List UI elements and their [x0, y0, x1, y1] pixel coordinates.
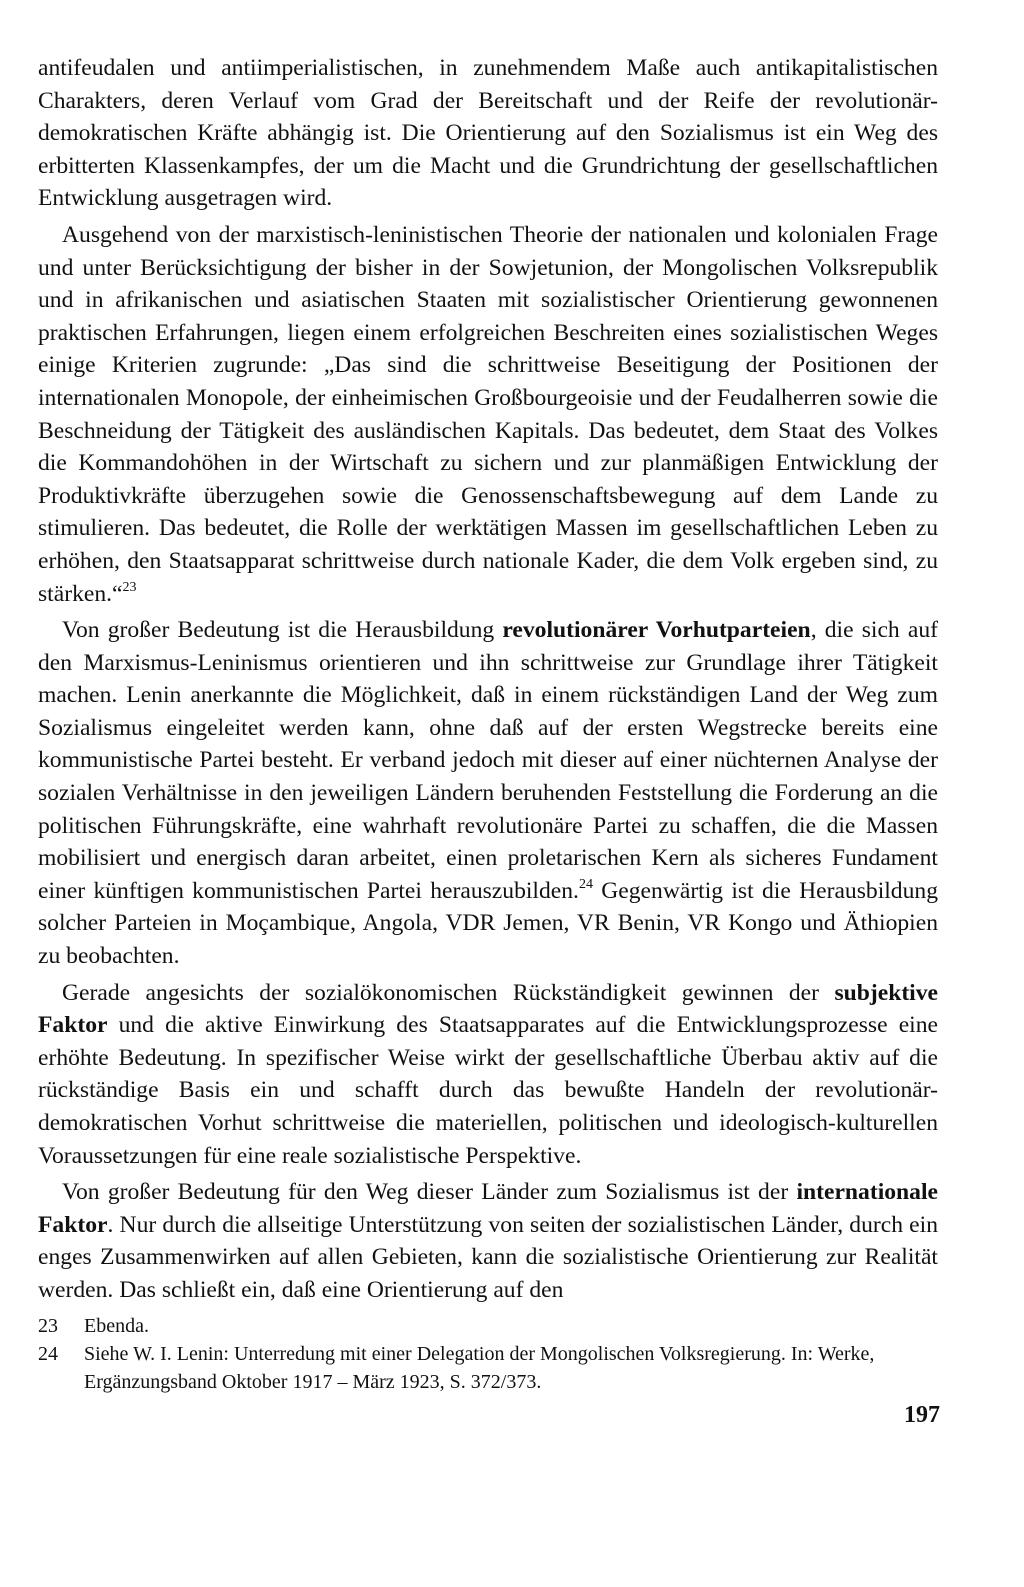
body-text	[38, 52, 938, 1307]
text-run: Ausgehend von der marxistisch-leninistischen Theorie der nationalen und kolonialen Frage und unter Berücksichtigung der bisher in der Sowjetunion, der Mongolischen Volksrepublik und in afrikanischen und asiatischen Staaten mit sozialistischer Orientierung gewonnenen praktischen Erfahrungen, liegen einem erfolgreichen Beschreiten eines sozialistischen Weges einige Kriterien zugrunde: „Das sind die schrittweise Beseitigung der Positionen der internationalen Monopole, der einheimischen Großbourgeoisie und der Feudalherren sowie die Beschneidung der Tätigkeit des ausländischen Kapitals. Das bedeutet, dem Staat des Volkes die Kommandohöhen in der Wirtschaft zu sichern und zur planmäßigen Entwicklung der Produktivkräfte überzugehen sowie die Genossenschaftsbewegung auf dem Lande zu stimulieren. Das bedeutet, die Rolle der werktätigen Massen im gesellschaftlichen Leben zu erhöhen, den Staatsapparat schrittweise durch nationale Kader, die dem Volk ergeben sind, zu stärken.“	[38, 221, 938, 607]
footnote-ref: 24	[578, 876, 593, 892]
footnote-text: Ebenda.	[84, 1315, 149, 1337]
bold-term: subjektive Faktor	[38, 979, 938, 1039]
text-run: Von großer Bedeutung für den Weg dieser Länder zum Sozialismus ist der	[62, 1179, 797, 1206]
paragraph	[38, 614, 938, 973]
text-run: , die sich auf den Marxismus-Leninismus orientieren und ihn schrittweise zur Grundlage ihrer Tätigkeit machen. Lenin anerkannte die Möglichkeit, daß in einem rückständigen Land der Weg zum Sozialismus eingeleitet werden kann, ohne daß auf der ersten Wegstrecke bereits eine kommunistische Partei besteht. Er verband jedoch mit dieser auf einer nüchternen Analyse der sozialen Verhältnisse in den jeweiligen Ländern beruhenden Feststellung die Forderung an die politischen Führungskräfte, eine wahrhaft revolutionäre Partei zu schaffen, die die Massen mobilisiert und energisch daran arbeitet, einen proletarischen Kern als sicheres Fundament einer künftigen kommunistischen Partei herauszubilden.	[38, 617, 939, 904]
paragraph	[38, 52, 938, 215]
footnote-text: Siehe W. I. Lenin: Unterredung mit einer Delegation der Mongolischen Volksregierung. In: Werke, Ergänzungsband Oktober 1917 – März 1923, S. 372/373.	[84, 1343, 875, 1393]
paragraph	[38, 219, 938, 610]
text-run: antifeudalen und antiimperialistischen, in zunehmendem Maße auch antikapitalistischen Charakters, deren Verlauf vom Grad der Bereitschaft und der Reife der revolutionär-demokratischen Kräfte abhängig ist. Die Orientierung auf den Sozialismus ist ein Weg des erbitterten Klassenkampfes, der um die Macht und die Grundrichtung der gesellschaftlichen Entwicklung ausgetragen wird.	[38, 55, 938, 212]
footnote	[38, 1312, 938, 1340]
text-run: . Nur durch die allseitige Unterstützung von seiten der sozialistischen Länder, durch ein enges Zusammenwirken auf allen Gebieten, kann die sozialistische Orientierung zur Realität werden. Das schließt ein, daß eine Orientierung auf den	[38, 1211, 938, 1303]
footnotes	[38, 1312, 938, 1396]
paragraph	[38, 1176, 938, 1306]
text-run: Von großer Bedeutung ist die Herausbildung	[62, 617, 503, 644]
bold-term: revolutionärer Vorhutparteien	[502, 617, 811, 644]
text-run: Gegenwärtig ist die Herausbildung solcher Parteien in Moçambique, Angola, VDR Jemen, VR Benin, VR Kongo und Äthiopien zu beobachten.	[38, 877, 938, 970]
page-number: 197	[904, 1402, 940, 1428]
bold-term: internationale Faktor	[38, 1179, 938, 1238]
footnote-ref: 23	[122, 579, 137, 595]
footnote-number: 24	[38, 1343, 58, 1365]
footnote-number: 23	[38, 1315, 58, 1337]
footnote	[38, 1340, 938, 1396]
paragraph	[38, 977, 938, 1173]
page-body	[38, 52, 938, 1307]
text-run: Gerade angesichts der sozialökonomischen Rückständigkeit gewinnen der	[62, 979, 835, 1006]
text-run: und die aktive Einwirkung des Staatsapparates auf die Entwicklungsprozesse eine erhöhte Bedeutung. In spezifischer Weise wirkt der gesellschaftliche Überbau aktiv auf die rückständige Basis ein und schafft durch das bewußte Handeln der revolutionär-demokratischen Vorhut schrittweise die materiellen, politischen und ideologisch-kulturellen Voraussetzungen für eine reale sozialistische Perspektive.	[38, 1012, 938, 1169]
